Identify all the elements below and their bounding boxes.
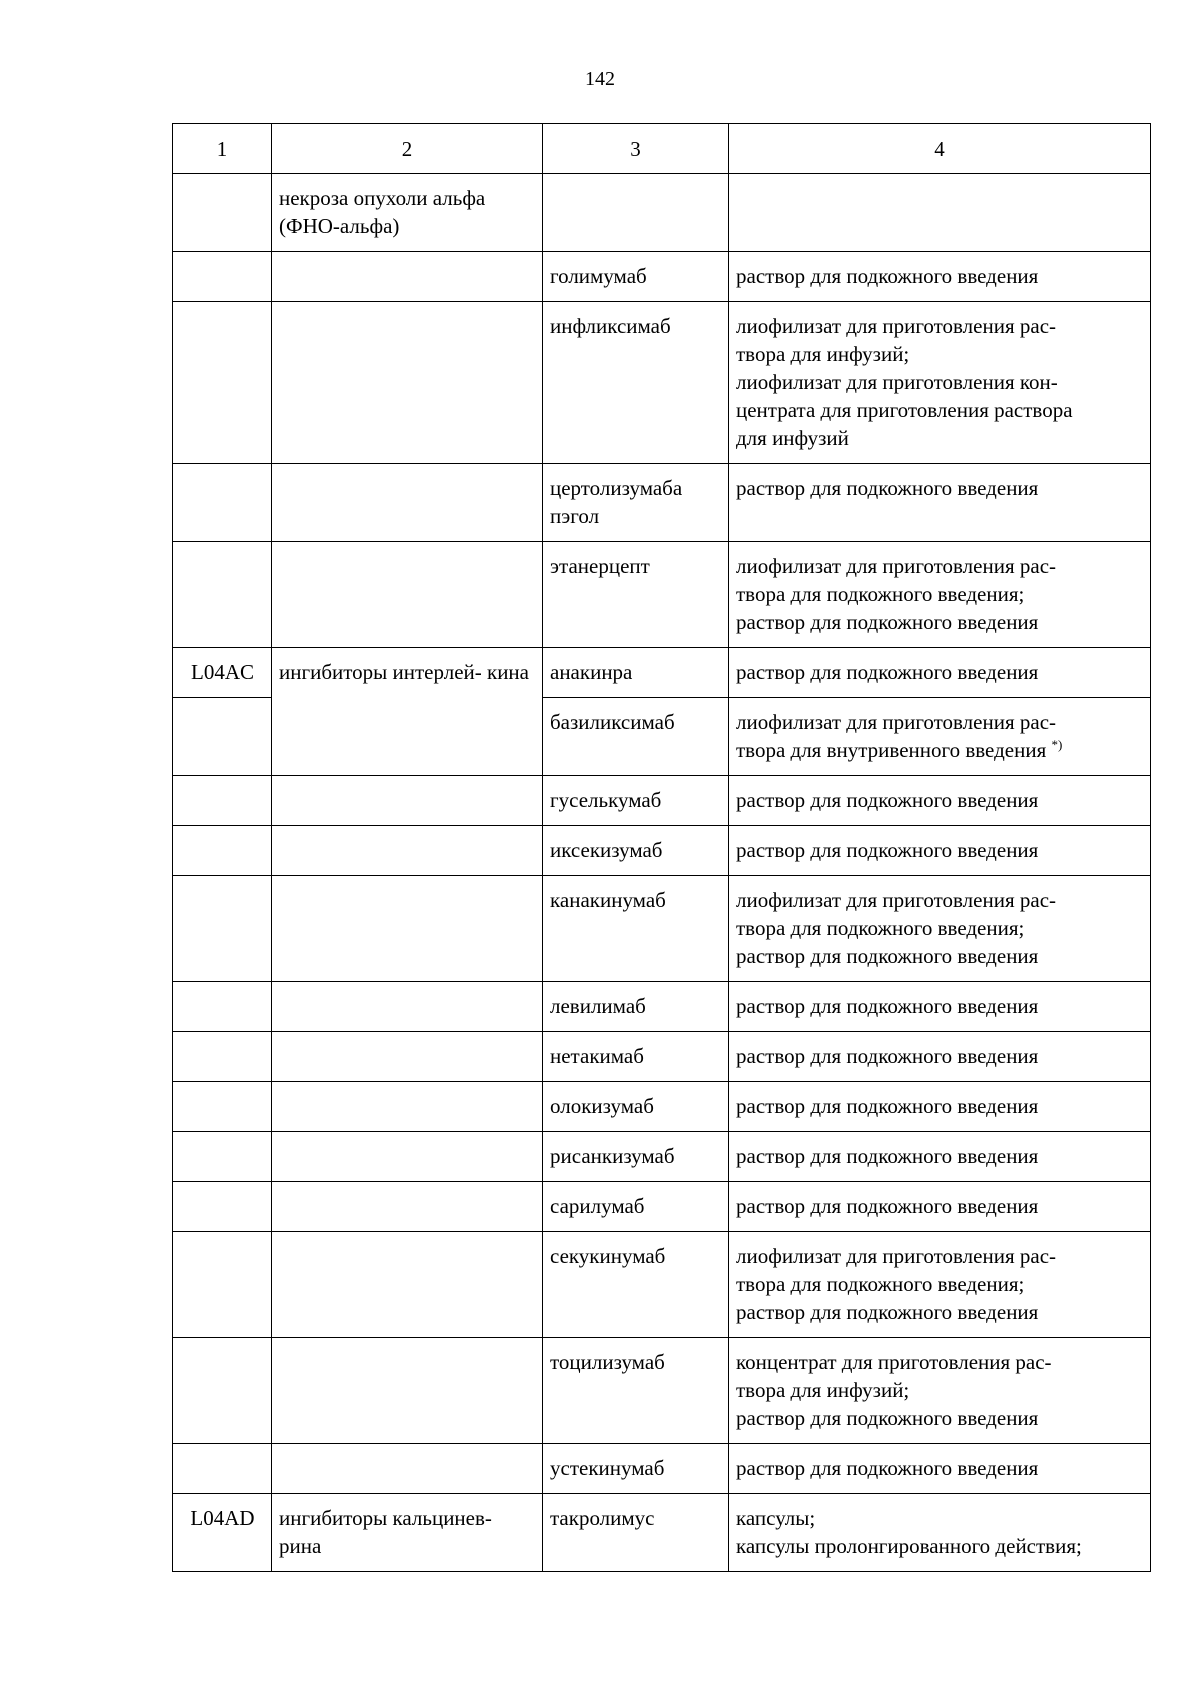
dosage-form-line: твора для инфузий; — [736, 1378, 910, 1402]
dosage-form-line: твора для подкожного введения; — [736, 916, 1025, 940]
dosage-forms-cell — [729, 464, 1151, 542]
dosage-forms-cell — [729, 1182, 1151, 1232]
dosage-form-line: раствор для подкожного введения — [736, 610, 1039, 634]
dosage-form-line: раствор для подкожного введения — [736, 838, 1039, 862]
atc-code-cell — [173, 698, 272, 776]
group-name-cell — [272, 1494, 543, 1572]
table-row — [173, 1182, 1151, 1232]
dosage-forms-cell — [729, 1082, 1151, 1132]
group-name-line: ингибиторы кальцинев- — [279, 1506, 492, 1530]
dosage-form-line: лиофилизат для приготовления рас- — [736, 710, 1057, 734]
atc-code-cell: L04AC — [173, 648, 272, 698]
column-header: 4 — [729, 124, 1151, 174]
drug-name-cell: канакинумаб — [543, 876, 729, 982]
table-row — [173, 1494, 1151, 1572]
drug-name-cell: рисанкизумаб — [543, 1132, 729, 1182]
group-name-line: рина — [279, 1534, 322, 1558]
dosage-form-line: раствор для подкожного введения — [736, 944, 1039, 968]
table-row — [173, 982, 1151, 1032]
dosage-form-line: раствор для подкожного введения — [736, 1456, 1039, 1480]
table-row — [173, 302, 1151, 464]
dosage-form-line: раствор для подкожного введения — [736, 1144, 1039, 1168]
group-name-cell — [272, 464, 543, 542]
table-row — [173, 464, 1151, 542]
group-name-cell — [272, 1232, 543, 1338]
column-header: 2 — [272, 124, 543, 174]
dosage-forms-cell — [729, 302, 1151, 464]
table-row — [173, 1082, 1151, 1132]
group-name-cell — [272, 776, 543, 826]
dosage-form-line: раствор для подкожного введения — [736, 994, 1039, 1018]
group-name-cell — [272, 876, 543, 982]
drug-name-cell: анакинра — [543, 648, 729, 698]
dosage-form-line: раствор для подкожного введения — [736, 1406, 1039, 1430]
atc-code-cell — [173, 1338, 272, 1444]
dosage-forms-cell — [729, 1338, 1151, 1444]
group-name-cell — [272, 826, 543, 876]
drug-name-cell: секукинумаб — [543, 1232, 729, 1338]
dosage-form-line: твора для подкожного введения; — [736, 582, 1025, 606]
drug-name-cell: гуселькумаб — [543, 776, 729, 826]
group-name-cell — [272, 1032, 543, 1082]
atc-code-cell — [173, 1444, 272, 1494]
dosage-forms-cell — [729, 174, 1151, 252]
drug-name-cell: тоцилизумаб — [543, 1338, 729, 1444]
dosage-form-line: лиофилизат для приготовления рас- — [736, 1244, 1057, 1268]
group-name-cell: некроза опухоли альфа (ФНО-альфа) — [272, 174, 543, 252]
drug-name-cell: такролимус — [543, 1494, 729, 1572]
drug-name-cell — [543, 174, 729, 252]
dosage-form-line: раствор для подкожного введения — [736, 1094, 1039, 1118]
dosage-forms-cell — [729, 826, 1151, 876]
atc-code-cell — [173, 826, 272, 876]
dosage-form-line: твора для внутривенного введения — [736, 738, 1047, 762]
atc-code-cell — [173, 876, 272, 982]
table-row — [173, 1232, 1151, 1338]
drug-table — [172, 123, 1151, 1572]
dosage-form-line: для инфузий — [736, 426, 849, 450]
dosage-form-line: капсулы; — [736, 1506, 816, 1530]
dosage-form-line: раствор для подкожного введения — [736, 1044, 1039, 1068]
dosage-form-line: лиофилизат для приготовления рас- — [736, 554, 1057, 578]
drug-name-cell: олокизумаб — [543, 1082, 729, 1132]
dosage-forms-cell — [729, 252, 1151, 302]
dosage-form-line: твора для подкожного введения; — [736, 1272, 1025, 1296]
drug-name-cell: левилимаб — [543, 982, 729, 1032]
drug-name-cell: нетакимаб — [543, 1032, 729, 1082]
drug-name-cell: цертолизумаба пэгол — [543, 464, 729, 542]
dosage-forms-cell — [729, 1444, 1151, 1494]
table-row — [173, 776, 1151, 826]
footnote-marker: *) — [1051, 737, 1063, 752]
table-row — [173, 252, 1151, 302]
atc-code-cell — [173, 464, 272, 542]
table-row — [173, 1132, 1151, 1182]
drug-name-cell: устекинумаб — [543, 1444, 729, 1494]
atc-code-cell — [173, 982, 272, 1032]
atc-code-cell — [173, 252, 272, 302]
dosage-forms-cell: раствор для подкожного введения — [729, 648, 1151, 698]
table-row — [173, 648, 1151, 698]
dosage-forms-cell — [729, 542, 1151, 648]
dosage-form-line: раствор для подкожного введения — [736, 1300, 1039, 1324]
group-name-cell — [272, 1444, 543, 1494]
atc-code-cell — [173, 1032, 272, 1082]
atc-code-cell: L04AD — [173, 1494, 272, 1572]
atc-code-cell — [173, 1182, 272, 1232]
group-name-cell — [272, 1182, 543, 1232]
group-name-cell — [272, 302, 543, 464]
group-name-cell — [272, 1082, 543, 1132]
table-row — [173, 1032, 1151, 1082]
atc-code-cell — [173, 302, 272, 464]
group-name-cell — [272, 1338, 543, 1444]
page-number: 142 — [585, 68, 615, 90]
dosage-form-line: концентрат для приготовления рас- — [736, 1350, 1052, 1374]
dosage-form-line: центрата для приготовления раствора — [736, 398, 1073, 422]
dosage-form-line: раствор для подкожного введения — [736, 264, 1039, 288]
dosage-form-line: лиофилизат для приготовления рас- — [736, 888, 1057, 912]
dosage-forms-cell — [729, 1032, 1151, 1082]
group-name-cell — [272, 1132, 543, 1182]
dosage-form-line: раствор для подкожного введения — [736, 476, 1039, 500]
drug-name-cell: этанерцепт — [543, 542, 729, 648]
table-row — [173, 826, 1151, 876]
dosage-forms-cell — [729, 776, 1151, 826]
table-row — [173, 1444, 1151, 1494]
drug-name-cell: сарилумаб — [543, 1182, 729, 1232]
drug-name-cell: инфликсимаб — [543, 302, 729, 464]
dosage-form-line: раствор для подкожного введения — [736, 788, 1039, 812]
table-row — [173, 174, 1151, 252]
column-header: 3 — [543, 124, 729, 174]
dosage-forms-cell — [729, 1232, 1151, 1338]
group-name-cell — [272, 252, 543, 302]
atc-code-cell — [173, 1132, 272, 1182]
group-name-cell — [272, 982, 543, 1032]
atc-code-cell — [173, 776, 272, 826]
table-row — [173, 1338, 1151, 1444]
dosage-forms-cell — [729, 876, 1151, 982]
atc-code-cell — [173, 1082, 272, 1132]
group-name-cell — [272, 542, 543, 648]
atc-code-cell — [173, 1232, 272, 1338]
drug-name-cell: базиликсимаб — [543, 698, 729, 776]
dosage-forms-cell — [729, 982, 1151, 1032]
group-name-cell: ингибиторы интерлей- кина — [272, 648, 543, 776]
dosage-form-line: раствор для подкожного введения — [736, 1194, 1039, 1218]
dosage-forms-cell — [729, 1494, 1151, 1572]
dosage-form-line: твора для инфузий; — [736, 342, 910, 366]
table-row — [173, 876, 1151, 982]
dosage-form-line: капсулы пролонгированного действия; — [736, 1534, 1082, 1558]
table-header-row — [173, 124, 1151, 174]
column-header: 1 — [173, 124, 272, 174]
dosage-forms-cell — [729, 698, 1151, 776]
table-row — [173, 542, 1151, 648]
dosage-forms-cell — [729, 1132, 1151, 1182]
atc-code-cell — [173, 174, 272, 252]
dosage-form-line: лиофилизат для приготовления рас- — [736, 314, 1057, 338]
drug-name-cell: голимумаб — [543, 252, 729, 302]
drug-name-cell: иксекизумаб — [543, 826, 729, 876]
dosage-form-line: лиофилизат для приготовления кон- — [736, 370, 1058, 394]
atc-code-cell — [173, 542, 272, 648]
